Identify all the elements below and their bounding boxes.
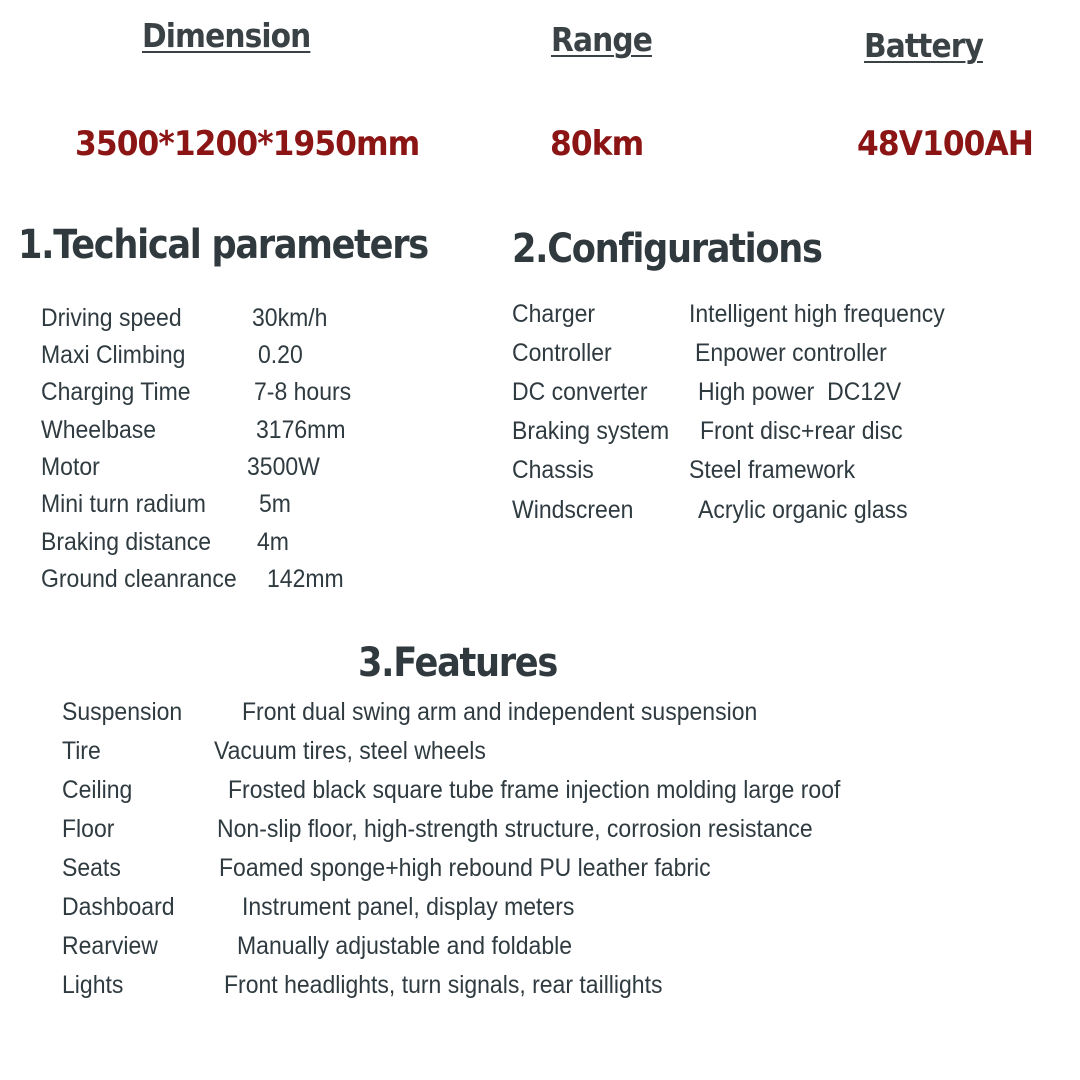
tech-row-value: 5m (259, 490, 291, 518)
battery-value: 48V100AH (857, 124, 1034, 164)
feature-row-value: Instrument panel, display meters (242, 893, 575, 921)
tech-row-value: 30km/h (252, 304, 328, 332)
feature-row-label: Seats (62, 854, 121, 882)
range-heading: Range (551, 20, 652, 59)
tech-row-label: Wheelbase (41, 416, 157, 444)
feature-row-label: Dashboard (62, 893, 175, 921)
feature-row-value: Foamed sponge+high rebound PU leather fabric (219, 854, 711, 882)
config-row-label: Charger (512, 300, 596, 328)
battery-heading: Battery (864, 26, 983, 65)
config-row-value: Front disc+rear disc (700, 417, 903, 445)
range-value: 80km (550, 124, 644, 164)
feature-row-label: Lights (62, 971, 124, 999)
config-row-label: Chassis (512, 456, 594, 484)
config-row-label: Controller (512, 339, 612, 367)
feature-row-value: Frosted black square tube frame injection molding large roof (228, 776, 841, 804)
tech-row-label: Mini turn radium (41, 490, 206, 518)
tech-row-label: Charging Time (41, 378, 191, 406)
feature-row-label: Ceiling (62, 776, 133, 804)
config-row-value: High power DC12V (698, 378, 902, 406)
config-row-value: Intelligent high frequency (689, 300, 945, 328)
tech-row-value: 4m (257, 528, 289, 556)
feature-row-value: Manually adjustable and foldable (237, 932, 573, 960)
tech-row-value: 3176mm (256, 416, 346, 444)
feature-row-label: Tire (62, 737, 101, 765)
features-title: 3.Features (358, 640, 557, 686)
feature-row-value: Vacuum tires, steel wheels (214, 737, 486, 765)
technical-parameters-title: 1.Techical parameters (18, 222, 428, 268)
tech-row-value: 0.20 (258, 341, 303, 369)
tech-row-value: 7-8 hours (254, 378, 352, 406)
config-row-value: Acrylic organic glass (698, 496, 908, 524)
feature-row-label: Suspension (62, 698, 183, 726)
feature-row-label: Floor (62, 815, 115, 843)
configurations-title: 2.Configurations (512, 226, 822, 272)
config-row-value: Steel framework (689, 456, 856, 484)
tech-row-label: Motor (41, 453, 100, 481)
config-row-label: DC converter (512, 378, 648, 406)
feature-row-value: Non-slip floor, high-strength structure, corrosion resistance (217, 815, 813, 843)
tech-row-label: Ground cleanrance (41, 565, 237, 593)
tech-row-label: Driving speed (41, 304, 182, 332)
tech-row-value: 3500W (247, 453, 320, 481)
tech-row-label: Braking distance (41, 528, 212, 556)
dimension-value: 3500*1200*1950mm (75, 124, 420, 164)
config-row-value: Enpower controller (695, 339, 887, 367)
feature-row-label: Rearview (62, 932, 158, 960)
config-row-label: Braking system (512, 417, 670, 445)
config-row-label: Windscreen (512, 496, 634, 524)
tech-row-label: Maxi Climbing (41, 341, 186, 369)
feature-row-value: Front dual swing arm and independent suspension (242, 698, 758, 726)
tech-row-value: 142mm (267, 565, 344, 593)
dimension-heading: Dimension (142, 16, 311, 55)
feature-row-value: Front headlights, turn signals, rear taillights (224, 971, 663, 999)
